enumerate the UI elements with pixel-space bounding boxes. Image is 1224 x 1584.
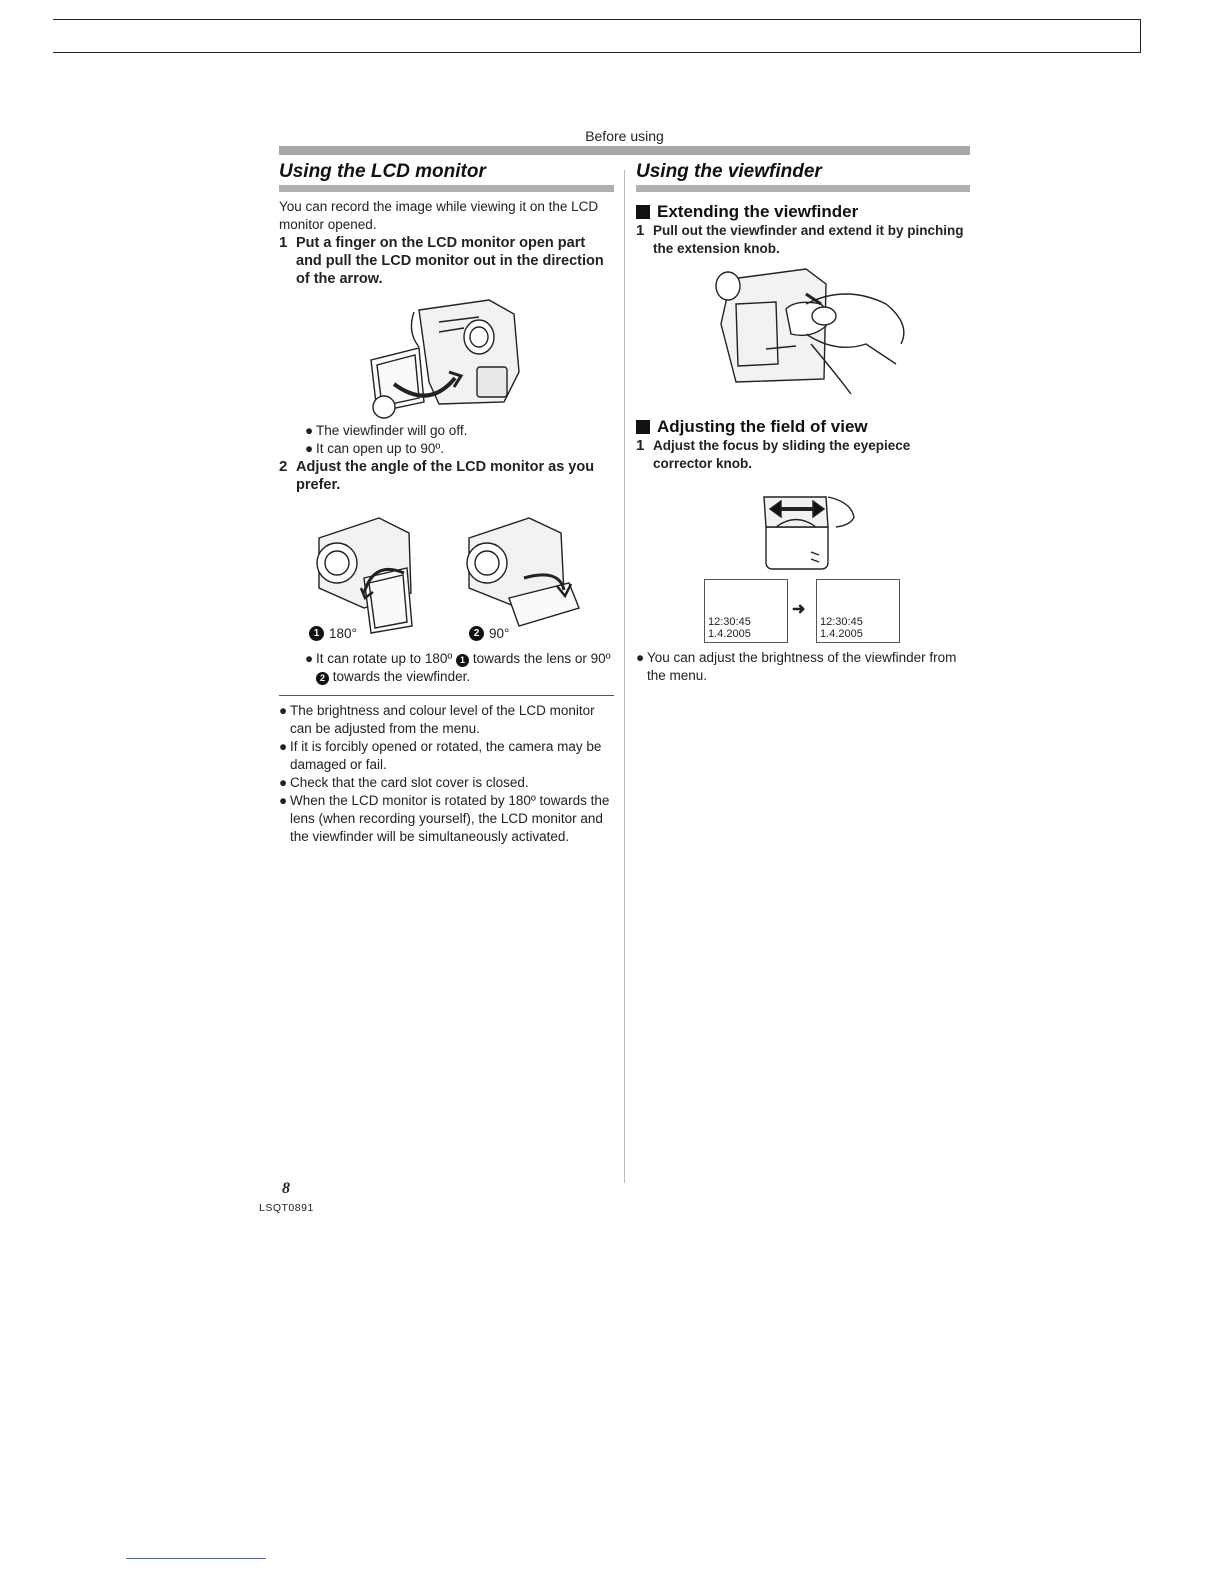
display-time: 12:30:45 <box>820 616 863 628</box>
subhead-text: Extending the viewfinder <box>657 202 859 221</box>
bullet-dot: ● <box>279 703 288 718</box>
step-text: Adjust the angle of the LCD monitor as you prefer. <box>296 459 595 493</box>
step-text: Put a finger on the LCD monitor open part and pull the LCD monitor out in the direction of the arrow. <box>296 235 604 287</box>
bottom-link-underline <box>126 1558 266 1559</box>
bullet-text-part: towards the viewfinder. <box>332 669 471 684</box>
title-rule <box>636 185 970 192</box>
lcd-rotation-figure <box>279 498 614 648</box>
viewfinder-step-1b <box>636 437 970 473</box>
adjusting-field-heading <box>636 417 970 437</box>
bullet-text: The viewfinder will go off. <box>316 423 468 438</box>
step-text: Adjust the focus by sliding the eyepiece corrector knob. <box>653 438 911 471</box>
viewfinder-extend-figure <box>636 264 970 409</box>
step-number: 2 <box>279 458 288 475</box>
lcd-open-figure <box>279 292 614 422</box>
label-text: 180° <box>329 626 357 641</box>
camcorder-lcd-open-illustration <box>279 292 614 422</box>
note-text: If it is forcibly opened or rotated, the camera may be damaged or fail. <box>290 739 602 772</box>
display-text <box>820 616 863 640</box>
bullet-text <box>316 650 614 686</box>
lcd-step2-bullet <box>279 650 614 686</box>
display-text <box>708 616 751 640</box>
fig-label-90 <box>469 626 509 641</box>
lcd-note <box>279 774 614 792</box>
step-number: 1 <box>636 222 645 239</box>
viewfinder-section <box>636 160 970 685</box>
display-date: 1.4.2005 <box>708 628 751 640</box>
lcd-intro: You can record the image while viewing it on the LCD monitor opened. <box>279 199 599 232</box>
viewfinder-pinch-illustration <box>636 264 970 409</box>
extending-viewfinder-heading <box>636 202 970 222</box>
lcd-monitor-title: Using the LCD monitor <box>279 161 486 182</box>
bullet-dot: ● <box>305 423 314 438</box>
step-text: Pull out the viewfinder and extend it by pinching the extension knob. <box>653 223 964 256</box>
top-frame <box>53 19 1141 53</box>
display-before <box>704 579 788 643</box>
bullet-text-part: It can rotate up to 180º <box>316 651 453 666</box>
eyepiece-corrector-illustration <box>636 487 970 577</box>
display-after <box>816 579 900 643</box>
bullet-text-part: towards the lens or <box>472 651 587 666</box>
step-number: 1 <box>279 234 288 251</box>
note-text: When the LCD monitor is rotated by 180º towards the lens (when recording yourself), the LCD monitor and the viewfinder will be simultaneously activated. <box>290 793 610 844</box>
lcd-step-1 <box>279 234 614 288</box>
eyepiece-adjust-figure <box>636 487 970 647</box>
section-header: Before using <box>585 128 664 144</box>
arrow-right-icon: ➜ <box>792 601 806 618</box>
lcd-step1-bullet <box>279 440 614 458</box>
header-bar <box>279 146 970 155</box>
lcd-step-2 <box>279 458 614 494</box>
lcd-note <box>279 702 614 738</box>
lcd-step1-bullet <box>279 422 614 440</box>
bullet-dot: ● <box>279 739 288 754</box>
bullet-dot: ● <box>636 650 645 665</box>
display-date: 1.4.2005 <box>820 628 863 640</box>
bullet-dot: ● <box>279 793 288 808</box>
display-time: 12:30:45 <box>708 616 751 628</box>
subhead-text: Adjusting the field of view <box>657 417 868 436</box>
label-text: 90° <box>489 626 510 641</box>
viewfinder-title: Using the viewfinder <box>636 161 822 182</box>
title-rule <box>279 185 614 192</box>
square-bullet-icon <box>636 420 650 434</box>
notes-divider <box>279 695 614 696</box>
bullet-dot: ● <box>305 651 314 666</box>
bullet-dot: ● <box>305 441 314 456</box>
page-number: 8 <box>282 1180 290 1197</box>
bullet-text-part: 90º <box>590 651 611 666</box>
viewfinder-note <box>636 649 970 685</box>
bullet-dot: ● <box>279 775 288 790</box>
note-text: Check that the card slot cover is closed. <box>290 775 529 790</box>
square-bullet-icon <box>636 205 650 219</box>
marker-1-icon: 1 <box>309 626 324 641</box>
bullet-text: It can open up to 90º. <box>316 441 445 456</box>
lcd-note <box>279 792 614 846</box>
column-divider <box>624 170 625 1183</box>
note-text: You can adjust the brightness of the viewfinder from the menu. <box>647 650 957 683</box>
viewfinder-step-1 <box>636 222 970 258</box>
fig-label-180 <box>309 626 357 641</box>
marker-1-icon: 1 <box>456 654 469 667</box>
document-code: LSQT0891 <box>259 1202 314 1214</box>
marker-2-icon: 2 <box>469 626 484 641</box>
marker-2-icon: 2 <box>316 672 329 685</box>
step-number: 1 <box>636 437 645 454</box>
note-text: The brightness and colour level of the LCD monitor can be adjusted from the menu. <box>290 703 595 736</box>
lcd-monitor-section <box>279 160 614 846</box>
lcd-note <box>279 738 614 774</box>
